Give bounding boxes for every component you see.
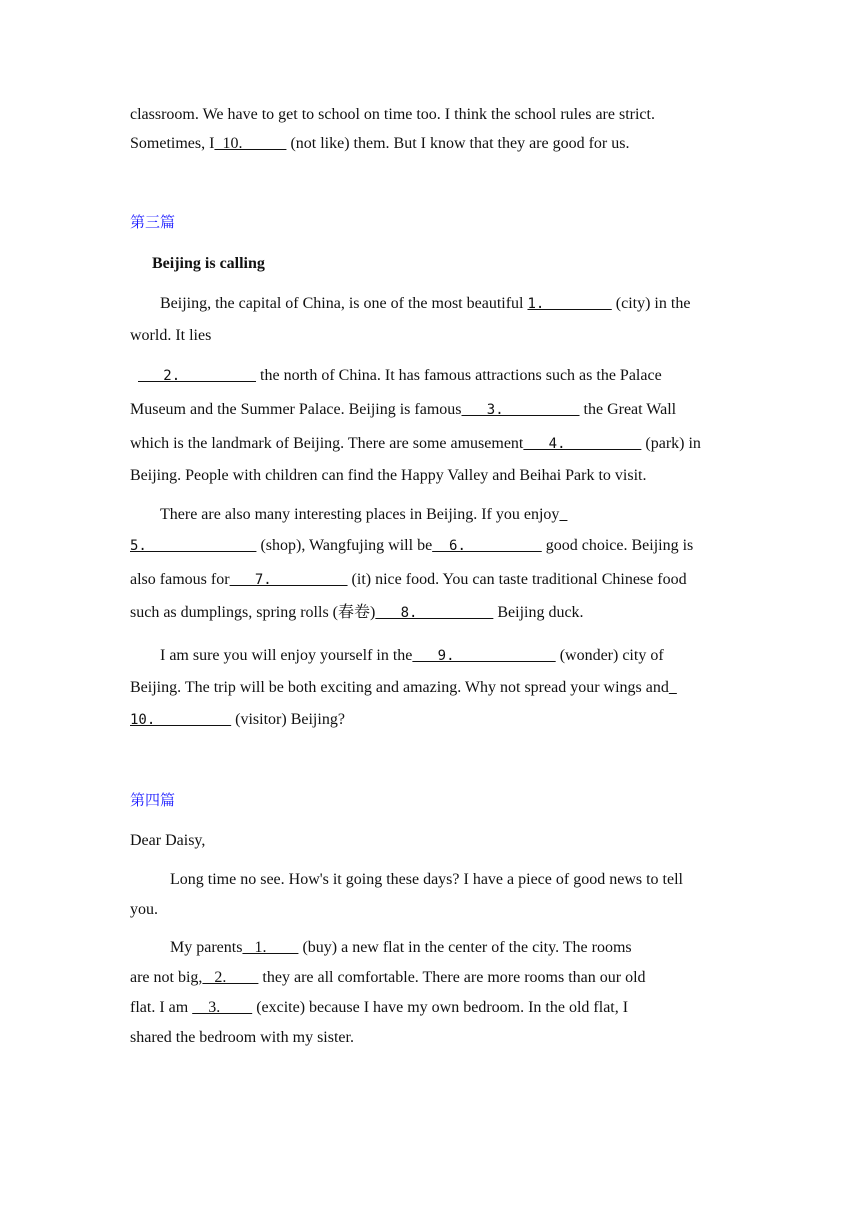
text-segment: (shop), Wangfujing will be xyxy=(256,537,433,554)
answer-blank[interactable]: 6. xyxy=(432,538,542,554)
heading-text: 第四篇 xyxy=(130,791,176,809)
answer-blank[interactable] xyxy=(669,679,677,696)
title-text: Beijing is calling xyxy=(152,255,265,272)
text-line xyxy=(138,366,662,386)
answer-blank[interactable]: 5. xyxy=(130,538,257,554)
answer-blank[interactable]: 4. xyxy=(523,436,642,452)
text-line xyxy=(130,134,629,154)
text-segment: are not big, xyxy=(130,969,203,986)
answer-blank[interactable]: 3. xyxy=(461,402,580,418)
text-line xyxy=(130,105,655,125)
answer-blank[interactable]: 2. xyxy=(202,969,259,986)
text-segment: you. xyxy=(130,901,158,918)
text-line xyxy=(160,505,567,525)
text-segment: My parents xyxy=(170,939,243,956)
greeting xyxy=(130,831,205,851)
text-line xyxy=(160,294,690,314)
text-line xyxy=(170,938,632,958)
heading-text: 第三篇 xyxy=(130,213,176,231)
text-segment: such as dumplings, spring rolls (春卷) xyxy=(130,604,376,621)
text-segment: (it) nice food. You can taste traditional Chinese food xyxy=(347,571,687,588)
answer-blank[interactable]: 8. xyxy=(375,605,494,621)
text-segment: (buy) a new flat in the center of the city. The rooms xyxy=(298,939,632,956)
answer-blank[interactable]: 7. xyxy=(229,572,348,588)
text-line xyxy=(130,968,646,988)
text-segment: Beijing. People with children can find the Happy Valley and Beihai Park to visit. xyxy=(130,467,647,484)
section-heading xyxy=(130,790,175,810)
text-segment: (city) in the xyxy=(611,295,691,312)
text-segment: Sometimes, I xyxy=(130,135,215,152)
text-line xyxy=(130,603,584,623)
text-segment: There are also many interesting places in Beijing. If you enjoy xyxy=(160,506,560,523)
text-segment: the Great Wall xyxy=(579,401,677,418)
text-line xyxy=(130,900,158,920)
text-line xyxy=(130,466,647,486)
text-segment: I am sure you will enjoy yourself in the xyxy=(160,647,413,664)
text-segment: Museum and the Summer Palace. Beijing is famous xyxy=(130,401,462,418)
text-segment: Beijing duck. xyxy=(493,604,584,621)
answer-blank[interactable]: 3. xyxy=(192,999,253,1016)
text-line xyxy=(130,326,211,346)
text-segment: (excite) because I have my own bedroom. In the old flat, I xyxy=(252,999,629,1016)
text-line xyxy=(130,536,693,556)
text-segment: Beijing. The trip will be both exciting and amazing. Why not spread your wings and xyxy=(130,679,669,696)
passage-title xyxy=(152,254,265,274)
text-segment: Beijing, the capital of China, is one of the most beautiful xyxy=(160,295,528,312)
text-segment: world. It lies xyxy=(130,327,212,344)
answer-blank[interactable] xyxy=(559,506,567,523)
section-heading xyxy=(130,212,175,232)
text-segment: (wonder) city of xyxy=(555,647,664,664)
text-segment: they are all comfortable. There are more rooms than our old xyxy=(258,969,646,986)
answer-blank[interactable]: 2. xyxy=(138,368,257,384)
text-segment: classroom. We have to get to school on time too. I think the school rules are strict. xyxy=(130,106,655,123)
text-segment: flat. I am xyxy=(130,999,193,1016)
text-line xyxy=(130,710,345,730)
text-segment: Dear Daisy, xyxy=(130,832,206,849)
answer-blank[interactable]: 9. xyxy=(412,648,556,664)
text-line xyxy=(170,870,683,890)
text-segment: shared the bedroom with my sister. xyxy=(130,1029,354,1046)
text-segment: (not like) them. But I know that they are good for us. xyxy=(286,135,630,152)
text-line xyxy=(130,570,687,590)
text-segment: the north of China. It has famous attractions such as the Palace xyxy=(256,367,662,384)
text-segment: (visitor) Beijing? xyxy=(231,711,345,728)
text-segment: good choice. Beijing is xyxy=(541,537,694,554)
text-segment: Long time no see. How's it going these days? I have a piece of good news to tell xyxy=(170,871,683,888)
text-line xyxy=(130,400,676,420)
answer-blank[interactable]: 10. xyxy=(130,712,232,728)
answer-blank[interactable]: 10. xyxy=(214,135,287,152)
text-line xyxy=(130,1028,354,1048)
text-segment: (park) in xyxy=(641,435,701,452)
text-line xyxy=(160,646,664,666)
text-segment: which is the landmark of Beijing. There are some amusement xyxy=(130,435,524,452)
answer-blank[interactable]: 1. xyxy=(242,939,299,956)
text-line xyxy=(130,434,701,454)
answer-blank[interactable]: 1. xyxy=(527,296,612,312)
text-line xyxy=(130,678,677,698)
text-segment: also famous for xyxy=(130,571,230,588)
text-line xyxy=(130,998,628,1018)
